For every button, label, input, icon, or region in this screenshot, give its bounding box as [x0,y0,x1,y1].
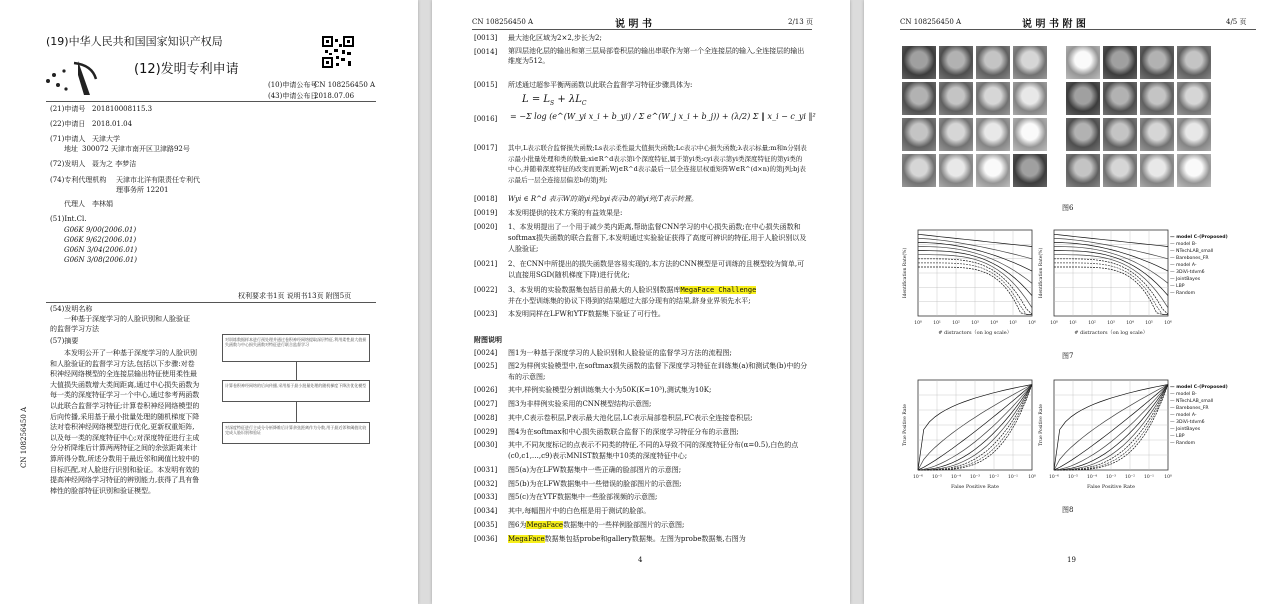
para-text: 1、本发明提出了一个用于减少类内距离,帮助监督CNN学习的中心损失函数;在中心损失函数和softmax损失函数的联合监督下,本发明通过实验验证获得了高度可辨识的特征,用于人脸识别以及人脸验证; [508,223,807,253]
x-tick-label: 10⁶ [1164,321,1172,326]
flowchart-step-1: 对训练数据样本进行预处理并通过卷积神经网络提取深层特征,利用柔性最大值损失函数与中心损失函数对特征进行联合监督学习 [222,334,370,362]
para-number: [0017] [474,144,498,152]
header-page: 4/5 页 [1226,18,1247,26]
legend-entry: — JointBayes [1170,277,1201,282]
invention-title: 的监督学习方法 [50,325,99,333]
para-text: 第四层池化层的输出和第三层局部卷积层的输出串联作为第一个全连接层的输入,全连接层的输出维度为512。 [508,47,805,65]
para-text: 3、本发明的实验数据集包括目前最大的人脸识别数据库MegaFace Challenge [508,286,757,294]
x-tick-label: 10⁻⁴ [951,475,961,480]
x-tick-label: 10⁻⁴ [1087,475,1097,480]
office-name: (19)中华人民共和国国家知识产权局 [46,35,223,48]
highlight-megaface: MegaFace [526,521,564,529]
abstract-label: (57)摘要 [50,337,79,345]
qr-code-icon [322,36,354,68]
claims-info: 权利要求书1页 说明书13页 附图5页 [238,292,352,300]
field-value: 天津大学 [92,135,120,143]
legend-entry: — 3DiVi-tdvm6 [1170,270,1205,275]
x-tick-label: 10⁻⁶ [913,475,923,480]
face-thumbnail [1177,82,1211,115]
face-thumbnail [939,82,973,115]
figure-8-legend [1170,384,1228,447]
x-tick-label: 10⁻¹ [1008,475,1018,480]
field-value: 300072 天津市南开区卫津路92号 [82,145,190,153]
legend-entry: — Random [1170,291,1196,296]
para-text: 图3为非样例实验采用的CNN模型结构示意图; [508,400,652,408]
para-text: 2、在CNN中所提出的损失函数是容易实现的,本方法的CNN模型是可训练的且模型较为简单,可以直接用SGD(随机梯度下降)进行优化; [508,260,805,279]
invention-title: 一种基于深度学习的人脸识别和人脸验证 [64,315,190,323]
legend-entry: — 3DiVi-tdvm6 [1170,420,1205,425]
x-axis-label: False Positive Rate [951,484,999,490]
para-text: 所述通过超参平衡两函数以此联合监督学习特征步骤具体为: [508,81,693,89]
x-tick-label: 10¹ [933,321,941,326]
figure-caption: 图6 [1062,204,1074,212]
para-number: [0013] [474,34,498,42]
page-number: 19 [1067,556,1076,564]
x-tick-label: 10⁻³ [1106,475,1116,480]
x-tick-label: 10² [1088,321,1096,326]
para-text: 图5(a)为在LFW数据集中一些正确的脸部图片的示意图; [508,466,682,474]
x-tick-label: 10³ [971,321,979,326]
highlight-megaface: MegaFace [508,535,545,543]
ipc-code: G06N 3/04(2006.01) [64,246,137,254]
para-number: [0020] [474,223,498,231]
para-number: [0022] [474,286,498,294]
para-text: Wyi ∈ R^d 表示W的第yi列;byi表示b的第yi列;T表示转置。 [508,195,698,203]
face-thumbnail [1103,82,1137,115]
figure-caption: 图8 [1062,506,1074,514]
para-number: [0023] [474,310,498,318]
para-text: 其中,C表示卷积层,P表示最大池化层,LC表示局部卷积层,FC表示全连接卷积层; [508,414,753,422]
para-text: 并在小型训练集的协议下得到的结果超过大部分现有的结果,跻身业界领先水平; [508,297,751,305]
face-thumbnail [1013,154,1047,187]
legend-entry: — model B- [1170,392,1197,397]
legend-entry: — model A- [1170,263,1197,268]
x-tick-label: 10³ [1107,321,1115,326]
x-axis-label: False Positive Rate [1087,484,1135,490]
para-number: [0025] [474,362,498,370]
publication-date: 2018.07.06 [314,92,355,100]
face-thumbnail [1140,46,1174,79]
para-number: [0015] [474,81,498,89]
para-text: 图5(c)为在YTF数据集中一些脸部视频的示意图; [508,493,658,501]
para-text: 其中,L表示联合监督损失函数;Ls表示柔性最大值损失函数;Lc表示中心损失函数;λ表示标量;m和n分别表示最小批量处理和类的数量;xi∈R^d表示第i个深度特征,属于第yi类;cyi表示第yi类深度特征的第yi类的中心,并随着深度特征的改变而更新;Wj∈R^d表示最后一层全连接层权重矩阵W∈R^(d×n)的第j列;bj表示最后一层全连接层偏差b的第j列; [508,144,807,184]
para-text: 图5(b)为在LFW数据集中一些错误的脸部图片的示意图; [508,480,682,488]
x-tick-label: 10⁴ [1126,321,1134,326]
face-thumbnail [1066,118,1100,151]
field-value: 理事务所 12201 [116,186,169,194]
x-tick-label: 10⁻¹ [1144,475,1154,480]
face-thumbnail [902,118,936,151]
face-thumbnail [1140,82,1174,115]
para-number: [0014] [474,48,498,56]
x-tick-label: 10⁰ [1050,321,1058,326]
para-number: [0034] [474,507,498,515]
x-axis-label: # distractors（on log scale） [1074,330,1148,336]
drawings-page [864,0,1280,604]
face-thumbnail [1013,118,1047,151]
description-page [432,0,850,604]
para-text: 其中,每幅图片中的白色框是用于测试的脸部。 [508,507,651,515]
para-text: MegaFace数据集包括probe和gallery数据集。左图为probe数据集,右图为 [508,535,746,543]
para-number: [0029] [474,428,498,436]
para-number: [0024] [474,349,498,357]
header-pub-number: CN 108256450 A [900,18,962,26]
x-tick-label: 10⁴ [990,321,998,326]
face-thumbnail [976,118,1010,151]
x-tick-label: 10⁰ [1164,475,1172,480]
para-text: 图4为在softmax和中心损失函数联合监督下的深度学习特征分布的示意图; [508,428,739,436]
legend-entry: — LBP [1170,434,1185,439]
face-thumbnail [976,82,1010,115]
para-number: [0016] [474,115,498,123]
face-thumbnail [1140,154,1174,187]
para-number: [0018] [474,195,498,203]
face-thumbnail [1013,82,1047,115]
field-label: (22)申请日 [50,120,86,128]
x-axis-label: # distractors（on log scale） [938,330,1012,336]
field-value: 201810008115.3 [92,105,153,113]
para-text: 本发明提供的技术方案的有益效果是: [508,209,623,217]
para-text: 最大池化区域为2×2,步长为2; [508,34,602,42]
publication-number: CN 108256450 A [314,81,376,89]
header-divider [46,101,376,102]
field-value: 天津市北洋有限责任专利代 [116,176,200,184]
legend-entry: — model B- [1170,242,1197,247]
figure-caption: 图7 [1062,352,1074,360]
document-type: (12)发明专利申请 [134,62,239,77]
legend-entry: — Barebones_FR [1170,256,1209,261]
x-tick-label: 10⁻⁵ [1068,475,1078,480]
face-thumbnail [1066,82,1100,115]
para-text: 其中,样例实验模型分割训练集大小为50K(K=10³),测试集为10K; [508,386,712,394]
para-number: [0036] [474,535,498,543]
figure-7-legend [1170,234,1228,297]
title-label: (54)发明名称 [50,305,93,313]
ipc-code: G06N 3/08(2006.01) [64,256,137,264]
x-tick-label: 10⁻⁶ [1049,475,1059,480]
header-page: 2/13 页 [788,18,813,26]
figure-8-chart-left [900,374,1040,496]
para-number: [0026] [474,386,498,394]
x-tick-label: 10⁻⁵ [932,475,942,480]
page-number: 4 [638,556,643,564]
face-thumbnail [1103,46,1137,79]
x-tick-label: 10⁰ [1028,475,1036,480]
legend-entry: — model C-(Proposed) [1170,385,1228,390]
para-number: [0032] [474,480,498,488]
legend-entry: — JointBayes [1170,427,1201,432]
field-value: 2018.01.04 [92,120,133,128]
x-tick-label: 10⁻² [1125,475,1135,480]
face-thumbnail [1177,118,1211,151]
field-label: (51)Int.Cl. [50,215,87,223]
x-tick-label: 10⁵ [1145,321,1153,326]
face-thumbnail [1066,154,1100,187]
para-text: 图1为一种基于深度学习的人脸识别和人脸验证的监督学习方法的流程图; [508,349,732,357]
para-number: [0019] [474,209,498,217]
x-tick-label: 10¹ [1069,321,1077,326]
equation-2: = −Σ log (e^(W_yi x_i + b_yi) / Σ e^(W_j x_i + b_j)) + (λ/2) Σ ‖ x_i − c_yi ‖² [510,112,816,121]
header-divider [900,29,1256,30]
para-number: [0035] [474,521,498,529]
highlight-megaface-challenge: MegaFace Challenge [680,286,757,294]
para-number: [0031] [474,466,498,474]
header-divider [472,29,812,30]
face-thumbnail [902,46,936,79]
field-label: (74)专利代理机构 [50,176,107,184]
face-thumbnail [1066,46,1100,79]
para-number: [0033] [474,493,498,501]
face-thumbnail [902,82,936,115]
equation-1: $L = L_S + \lambda L_C$ [522,94,587,107]
field-label: (21)申请号 [50,105,86,113]
para-text: 图6为MegaFace数据集中的一些样例脸部图片的示意图; [508,521,685,529]
x-tick-label: 10² [952,321,960,326]
header-pub-number: CN 108256450 A [472,18,534,26]
flowchart-arrow [296,362,297,380]
y-axis-label: Identification Rate(%) [1039,247,1044,299]
publication-date-label: (43)申请公布日 [268,92,318,100]
flowchart-arrow [296,402,297,422]
ipc-code: G06K 9/00(2006.01) [64,226,137,234]
legend-entry: — NTechLAB_small [1170,249,1214,254]
field-label: (71)申请人 [50,135,86,143]
para-text: 图2为样例实验模型中,在softmax损失函数的监督下深度学习特征在训练集(a)和测试集(b)中的分布的示意图; [508,362,808,381]
x-tick-label: 10⁵ [1009,321,1017,326]
figure-8-chart-right [1036,374,1176,496]
para-number: [0027] [474,400,498,408]
para-text: 其中,不同灰度标记的点表示不同类的特征,不同的λ导致不同的深度特征分布(α=0.5),白色的点(c0,c1,…,c9)表示MNIST数据集中10类的深度特征中心; [508,441,799,460]
x-tick-label: 10⁰ [914,321,922,326]
header-title: 说 明 书 [615,19,652,30]
ipc-code: G06K 9/62(2006.01) [64,236,137,244]
y-axis-label: True Positive Rate [1039,404,1044,446]
flowchart-step-3: 对深度特征进行主成分分析降维后计算余弦距离作为分数,用于最近邻和阈值比较完成人脸识别和验证 [222,422,370,444]
face-thumbnail [976,154,1010,187]
face-thumbnail [1013,46,1047,79]
flowchart-step-2: 计算卷积神经网络的后向传播,采用基于最小批量处理的随机梯度下降法优化模型 [222,380,370,402]
face-thumbnail [1140,118,1174,151]
abstract-text: 本发明公开了一种基于深度学习的人脸识别和人脸验证的监督学习方法,包括以下步骤:对卷积神经网络模型的全连接层输出特征使用柔性最大值损失函数增大类间距离,通过中心损失函数为每一类的深度特征学习一个中心,通过参考两函数以此联合监督学习特征;计算卷积神经网络模型的后向传播,采用基于最小批量处理的随机梯度下降法对卷积神经网络模型进行优化,更新权重矩阵,以及每一类的深度特征中心;对深度特征进行主成分分析降维后计算两两特征之间的余弦距离来计算所得分数,所述分数用于最近邻和阈值比较中的目标匹配,对人脸进行识别和验证。本发明有效的提高神经网络学习特征的辨别能力,获得了具有鲁棒性的脸部特征识别和验证模型。 [50,349,200,495]
x-tick-label: 10⁻² [989,475,999,480]
face-thumbnail [1103,154,1137,187]
x-tick-label: 10⁶ [1028,321,1036,326]
legend-entry: — model C-(Proposed) [1170,235,1228,240]
y-axis-label: Identification Rate(%) [903,247,908,299]
publication-number-label: (10)申请公布号 [268,81,318,89]
field-label: 地址 [64,145,78,153]
sipo-logo-icon [40,55,112,99]
field-value: 李林娟 [92,200,113,208]
face-thumbnail [939,154,973,187]
legend-entry: — LBP [1170,284,1185,289]
para-text: 本发明同样在LFW和YTF数据集下验证了可行性。 [508,310,665,318]
legend-entry: — Barebones_FR [1170,406,1209,411]
figure-7-chart-left [900,224,1040,342]
figure-7-chart-right [1036,224,1176,342]
face-thumbnail [1177,46,1211,79]
legend-entry: — Random [1170,441,1196,446]
vertical-publication-number: CN 108256450 A [20,406,28,468]
face-thumbnail [1103,118,1137,151]
face-thumbnail [902,154,936,187]
field-label: 代理人 [64,200,85,208]
x-tick-label: 10⁻³ [970,475,980,480]
header-title: 说 明 书 附 图 [1022,19,1086,30]
legend-entry: — model A- [1170,413,1197,418]
patent-cover-page [0,0,418,604]
y-axis-label: True Positive Rate [903,404,908,446]
face-thumbnail [1177,154,1211,187]
field-value: 聂为之 李梦洁 [92,160,137,168]
legend-entry: — NTechLAB_small [1170,399,1214,404]
field-label: (72)发明人 [50,160,86,168]
face-thumbnail [939,118,973,151]
para-number: [0028] [474,414,498,422]
face-thumbnail [976,46,1010,79]
para-number: [0030] [474,441,498,449]
para-number: [0021] [474,260,498,268]
section-heading: 附图说明 [474,335,502,344]
section-divider [46,302,376,303]
face-thumbnail [939,46,973,79]
